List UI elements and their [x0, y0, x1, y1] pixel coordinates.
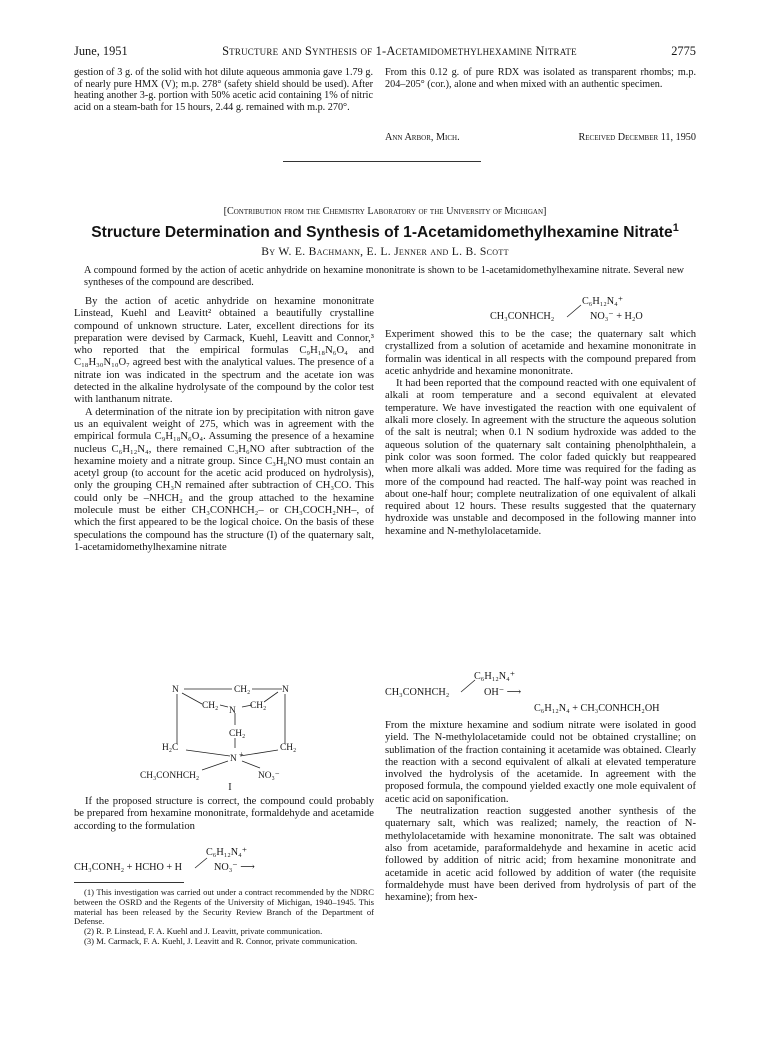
right-paragraph-1: Experiment showed this to be the case; the quaternary salt which crystallized from a solution of acetamide and hexamine mononitrate in formalin was identical in all respects with the compound prepared from acetic anhydride and hexamine mononitrate. [385, 329, 696, 377]
atom-label: CH₂ [229, 729, 246, 739]
prev-article-location: Ann Arbor, Mich. [385, 132, 460, 143]
atom-label: CH₂ [250, 701, 267, 711]
prev-article-received: Received December 11, 1950 [578, 132, 696, 143]
prev-article-right-text: From this 0.12 g. of pure RDX was isolated as transparent rhombs; m.p. 204–205° (cor.), alone and when mixed with an authentic specimen. [385, 67, 696, 90]
abstract: A compound formed by the action of acetic anhydride on hexamine mononitrate is shown to be 1-acetamidomethylhexamine nitrate. Several new syntheses of the compound are described. [84, 265, 684, 288]
eq3-substituent: CH₃CONHCH₂ [385, 687, 450, 698]
structure-I-number: I [228, 782, 232, 793]
atom-label: CH₂ [202, 701, 219, 711]
eq3-bond [460, 679, 476, 693]
header-running-title: Structure and Synthesis of 1-Acetamidomethylhexamine Nitrate [222, 44, 577, 58]
footnote-1: (1) This investigation was carried out under a contract recommended by the NDRC between the OSRD and the Regents of the University of Michigan, 1940–1945. This material has been released by the Security Review Branch of the Department of Defense. [74, 887, 374, 927]
prev-article-left [74, 67, 373, 113]
left-paragraph-2: A determination of the nitrate ion by precipitation with nitron gave us an equivalent weight of 275, which was in agreement with the empirical formula C₉H₁₈N₆O₄. Assuming the presence of a hexamine nucleus C₆H₁₂N₄, there remained C₃H₆NO after subtraction of the hexamine moiety and a nitrate group. Since C₃H₆NO must contain an acetyl group (to account for the acetic acid produced on hydrolysis), only the grouping CH₃N remained after subtraction of CH₃CO. This could only be –NHCH₂ and the group attached to the hexamine molecule must be either CH₃CONHCH₂– or CH₃COCH₂NH–, of which the first appeared to be the logical choice. On the basis of these speculations the compound has the structure (I) of the quaternary salt, 1-acetamidomethylhexamine nitrate [74, 406, 374, 553]
charge-label: + [239, 750, 244, 759]
eq1-product-side: NO₃⁻ ⟶ [214, 862, 255, 873]
substituent-label: CH₃CONHCH₂ [140, 771, 200, 780]
counterion-label: NO₃⁻ [258, 771, 280, 780]
eq2-cation: C₆H₁₂N₄⁺ [582, 296, 624, 307]
footnote-rule [74, 882, 184, 883]
article-title [74, 221, 696, 242]
eq3-reagent: OH⁻ ⟶ [484, 687, 522, 698]
byline: By W. E. Bachmann, E. L. Jenner and L. B. Scott [261, 245, 509, 258]
footnote-2: (2) R. P. Linstead, F. A. Kuehl and J. Leavitt, private communication. [84, 926, 323, 937]
footnotes [74, 888, 374, 947]
atom-label: H₂C [162, 743, 179, 753]
eq2-substituent: CH₃CONHCH₂ [490, 311, 555, 322]
atom-label: N [229, 706, 236, 716]
left-column [74, 296, 374, 554]
atom-label: N [282, 685, 289, 695]
contribution-line: [Contribution from the Chemistry Laboratory of the University of Michigan] [223, 206, 547, 217]
right-paragraph-3: From the mixture hexamine and sodium nitrate were isolated in good yield. The N-methylolacetamide could not be obtained crystalline; on sublimation of the fraction containing it acetamide was obtained. Clearly the reaction with a second equivalent of alkali at elevated temperature involved the hydrolysis of the acetamide. In agreement with the proposed formula, the compound yielded exactly one mole equivalent of acetic acid on saponification. [385, 720, 696, 805]
eq1-reactants: CH₃CONH₂ + HCHO + H [74, 862, 183, 873]
eq1-cation: C₆H₁₂N₄⁺ [206, 847, 248, 858]
left-column-continued [74, 796, 374, 833]
eq1-bond [194, 857, 208, 869]
article-title-text: Structure Determination and Synthesis of 1-Acetamidomethylhexamine Nitrate [91, 224, 673, 241]
right-column [385, 329, 696, 538]
eq3-cation: C₆H₁₂N₄⁺ [474, 671, 516, 682]
header-page-number: 2775 [671, 44, 696, 58]
eq2-bond [566, 304, 582, 318]
atom-label: CH₂ [234, 685, 251, 695]
right-paragraph-2: It had been reported that the compound reacted with one equivalent of alkali at room temperature and a second equivalent at elevated temperature. We have investigated the reaction with one equivalent of alkali more closely. In agreement with the structure the aqueous solution of the salt is neutral; when 0.1 N sodium hydroxide was added to the aqueous solution of the quaternary salt containing phenolphthalein, a pink color was soon formed. The color faded quickly but reappeared when more alkali was added. More time was required for the fading as more of the compound had reacted. The half-way point was reached in about one-half hour; complete neutralization of one equivalent of alkali required about 12 hours. These results suggested that the quaternary hydroxide was unstable and decomposed in the following manner into hexamine and N-methylolacetamide. [385, 378, 696, 537]
left-paragraph-3: If the proposed structure is correct, the compound could probably be prepared from hexamine mononitrate, formaldehyde and acetamide according to the formulation [74, 796, 374, 832]
section-divider [283, 161, 481, 162]
running-header [74, 44, 696, 59]
left-paragraph-1: By the action of acetic anhydride on hexamine mononitrate Linstead, Kuehl and Leavitt² obtained a beautifully crystalline compound of unknown structure. Later, excellent directions for its preparation were devised by Carmack, Kuehl, Leavitt and Connor,³ who reported that the empirical formulas C₉H₁₈N₆O₄ and C₁₈H₃₀N₁₀O₇ agreed best with the analytical values. The presence of a nitrate ion was indicated in the spectrum and the acetate ion was detected in the alkaline hydrolysate of the compound by the color test with lanthanum nitrate. [74, 296, 374, 406]
atom-label: N [230, 754, 237, 764]
eq3-products: C₆H₁₂N₄ + CH₃CONHCH₂OH [534, 703, 660, 714]
header-date: June, 1951 [74, 44, 128, 58]
title-footnote-mark: 1 [672, 221, 679, 234]
structure-I-diagram [140, 680, 330, 780]
right-paragraph-4: The neutralization reaction suggested another synthesis of the quaternary salt, which was realized; namely, the reaction of N-methylolacetamide with hexamine mononitrate. The salt was obtained also from acetamide, paraformaldehyde and hexamine in acetic acid followed by addition of nitric acid; from hexamine mononitrate and acetamide in acetic acid followed by addition of water (the requisite formaldehyde must have been derived from hydrolysis of part of the hexamine); from hex- [385, 806, 696, 904]
right-column-continued [385, 720, 696, 904]
eq2-rest: NO₃⁻ + H₂O [590, 311, 643, 322]
prev-article-right [385, 67, 696, 90]
prev-article-left-text: gestion of 3 g. of the solid with hot dilute aqueous ammonia gave 1.79 g. of nearly pure HMX (V); m.p. 278° (safety shield should be used). After heating another 3-g. portion with 50% acetic acid containing 1% of nitric acid on a steam-bath for 15 hours, 2.44 g. remained with m.p. 270°. [74, 67, 373, 113]
atom-label: CH₂ [280, 743, 297, 753]
footnote-3: (3) M. Carmack, F. A. Kuehl, J. Leavitt and R. Connor, private communication. [84, 935, 358, 946]
atom-label: N [172, 685, 179, 695]
